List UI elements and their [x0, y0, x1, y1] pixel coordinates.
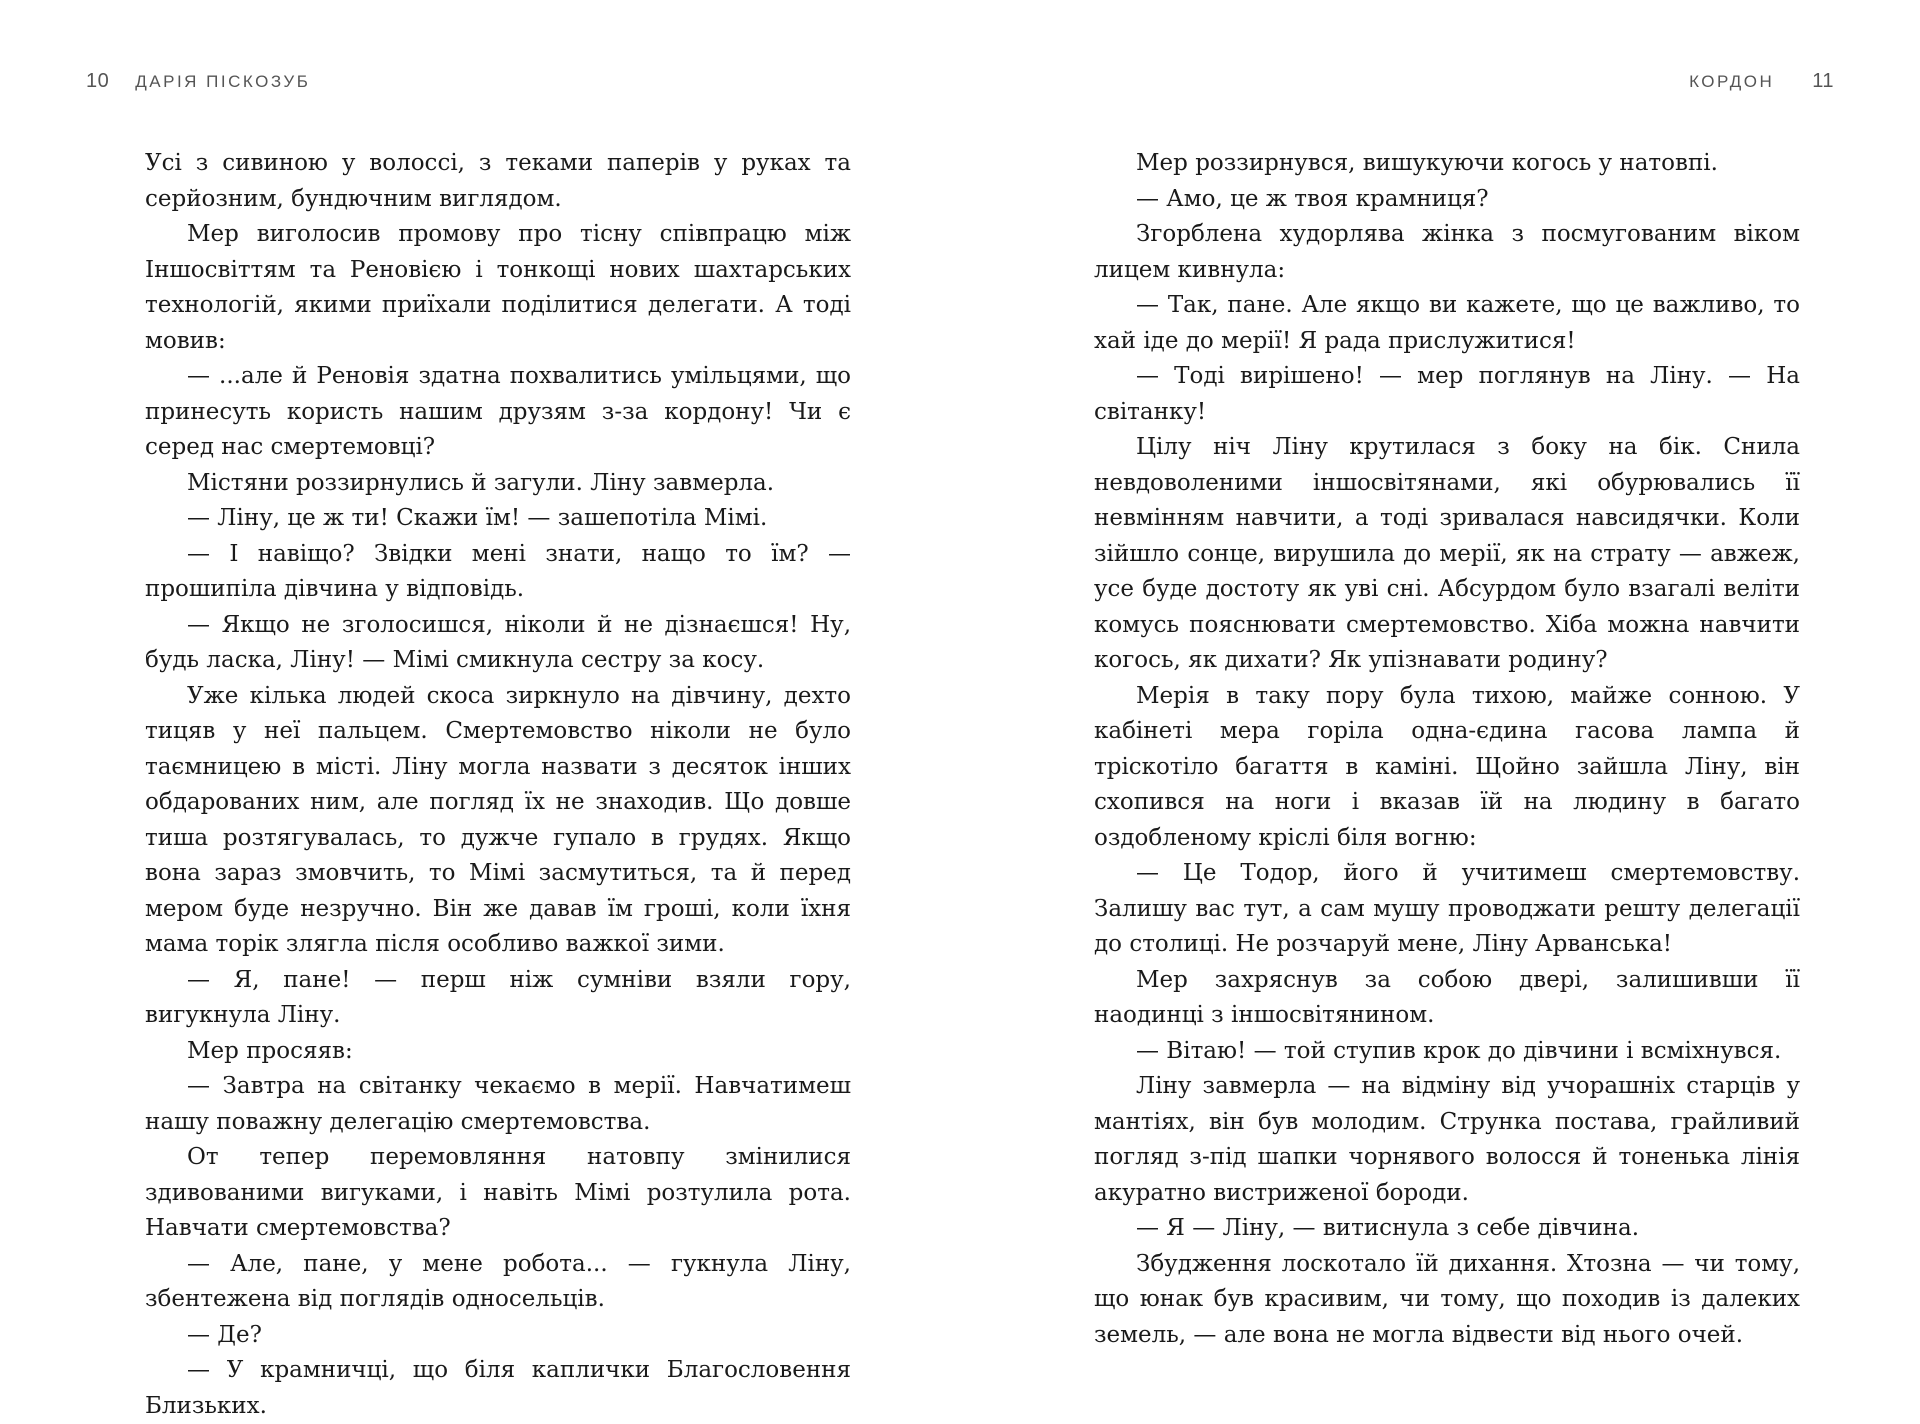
- paragraph: Мерія в таку пору була тихою, майже сонною. У кабінеті мера горіла одна-єдина гасова лампа й тріскотіло багаття в каміні. Щойно зайшла Ліну, він схопився на ноги і вказав їй на людину в багато оздобленому кріслі біля вогню:: [1094, 682, 1800, 851]
- paragraph: — Амо, це ж твоя крамниця?: [1136, 185, 1489, 212]
- paragraph: — Я, пане! — перш ніж сумніви взяли гору, вигукнула Ліну.: [145, 966, 851, 1028]
- right-running-head: КОРДОН: [1689, 72, 1775, 91]
- left-running-head: ДАРІЯ ПІСКОЗУБ: [135, 72, 311, 91]
- paragraph: — У крамничці, що біля каплички Благословення Близьких.: [145, 1357, 851, 1419]
- paragraph: — Це Тодор, його й учитимеш смертемовству. Залишу вас тут, а сам мушу проводжати решту делегації до столиці. Не розчаруй мене, Ліну Арванська!: [1094, 860, 1800, 957]
- paragraph: — Так, пане. Але якщо ви кажете, що це важливо, то хай іде до мерії! Я рада прислужитися!: [1094, 292, 1800, 354]
- right-page-text: [1094, 146, 1800, 1353]
- paragraph: — ...але й Реновія здатна похвалитись умільцями, що принесуть користь нашим друзям з-за кордону! Чи є серед нас смертемовці?: [145, 363, 851, 460]
- paragraph: — Але, пане, у мене робота... — гукнула Ліну, збентежена від поглядів односельців.: [145, 1250, 851, 1312]
- paragraph: Містяни роззирнулись й загули. Ліну завмерла.: [187, 469, 775, 496]
- paragraph: — Якщо не зголосишся, ніколи й не дізнаєшся! Ну, будь ласка, Ліну! — Мімі смикнула сестру за косу.: [145, 611, 851, 673]
- left-page: [0, 0, 960, 1419]
- paragraph: — Де?: [187, 1321, 262, 1348]
- right-page-number: 11: [1812, 70, 1834, 92]
- paragraph: Мер роззирнувся, вишукуючи когось у натовпі.: [1136, 150, 1718, 176]
- paragraph: Мер просяяв:: [187, 1037, 353, 1064]
- left-page-number: 10: [86, 70, 110, 92]
- paragraph: — Ліну, це ж ти! Скажи їм! — зашепотіла Мімі.: [187, 505, 768, 531]
- paragraph: — Завтра на світанку чекаємо в мерії. Навчатимеш нашу поважну делегацію смертемовства.: [145, 1073, 851, 1135]
- paragraph: Збудження лоскотало їй дихання. Хтозна — чи тому, що юнак був красивим, чи тому, що походив із далеких земель, — але вона не могла відвести від нього очей.: [1094, 1250, 1800, 1348]
- paragraph: Ліну завмерла — на відміну від учорашніх старців у мантіях, він був молодим. Струнка постава, грайливий погляд з-під шапки чорнявого волосся й тоненька лінія акуратно вистриженої бороди.: [1094, 1073, 1800, 1206]
- paragraph: Мер захряснув за собою двері, залишивши її наодинці з іншосвітянином.: [1094, 966, 1800, 1028]
- left-page-text: [145, 146, 851, 1424]
- right-page-header: [1689, 70, 1834, 94]
- paragraph: Мер виголосив промову про тісну співпрацю між Іншосвіттям та Реновією і тонкощі нових шахтарських технологій, якими приїхали поділитися делегати. А тоді мовив:: [145, 221, 851, 354]
- paragraph: — Вітаю! — той ступив крок до дівчини і всміхнувся.: [1136, 1037, 1782, 1064]
- paragraph: От тепер перемовляння натовпу змінилися здивованими вигуками, і навіть Мімі розтулила рота. Навчати смертемовства?: [145, 1144, 851, 1241]
- left-page-header: [86, 70, 310, 94]
- paragraph: — Тоді вирішено! — мер поглянув на Ліну. — На світанку!: [1094, 363, 1800, 425]
- paragraph: — І навіщо? Звідки мені знати, нащо то їм? — прошипіла дівчина у відповідь.: [145, 540, 851, 602]
- paragraph: — Я — Ліну, — витиснула з себе дівчина.: [1136, 1215, 1640, 1241]
- paragraph: Уже кілька людей скоса зиркнуло на дівчину, дехто тицяв у неї пальцем. Смертемовство ніколи не було таємницею в місті. Ліну могла назвати з десяток інших обдарованих ним, але погляд їх не знаходив. Що довше тиша розтягувалась, то дужче гупало в грудях. Якщо вона зараз змовчить, то Мімі засмутиться, та й перед мером буде незручно. Він же давав їм гроші, коли їхня мама торік злягла після особливо важкої зими.: [145, 682, 851, 957]
- paragraph: Цілу ніч Ліну крутилася з боку на бік. Снила невдоволеними іншосвітянами, які обурювались її невмінням навчити, а тоді зривалася навсидячки. Коли зійшло сонце, вирушила до мерії, як на страту — авжеж, усе буде достоту як уві сні. Абсурдом було взагалі веліти комусь пояснювати смертемовство. Хіба можна навчити когось, як дихати? Як упізнавати родину?: [1094, 434, 1800, 673]
- paragraph: Усі з сивиною у волоссі, з теками паперів у руках та серйозним, бундючним виглядом.: [145, 150, 851, 212]
- paragraph: Згорблена худорлява жінка з посмугованим віком лицем кивнула:: [1094, 221, 1800, 283]
